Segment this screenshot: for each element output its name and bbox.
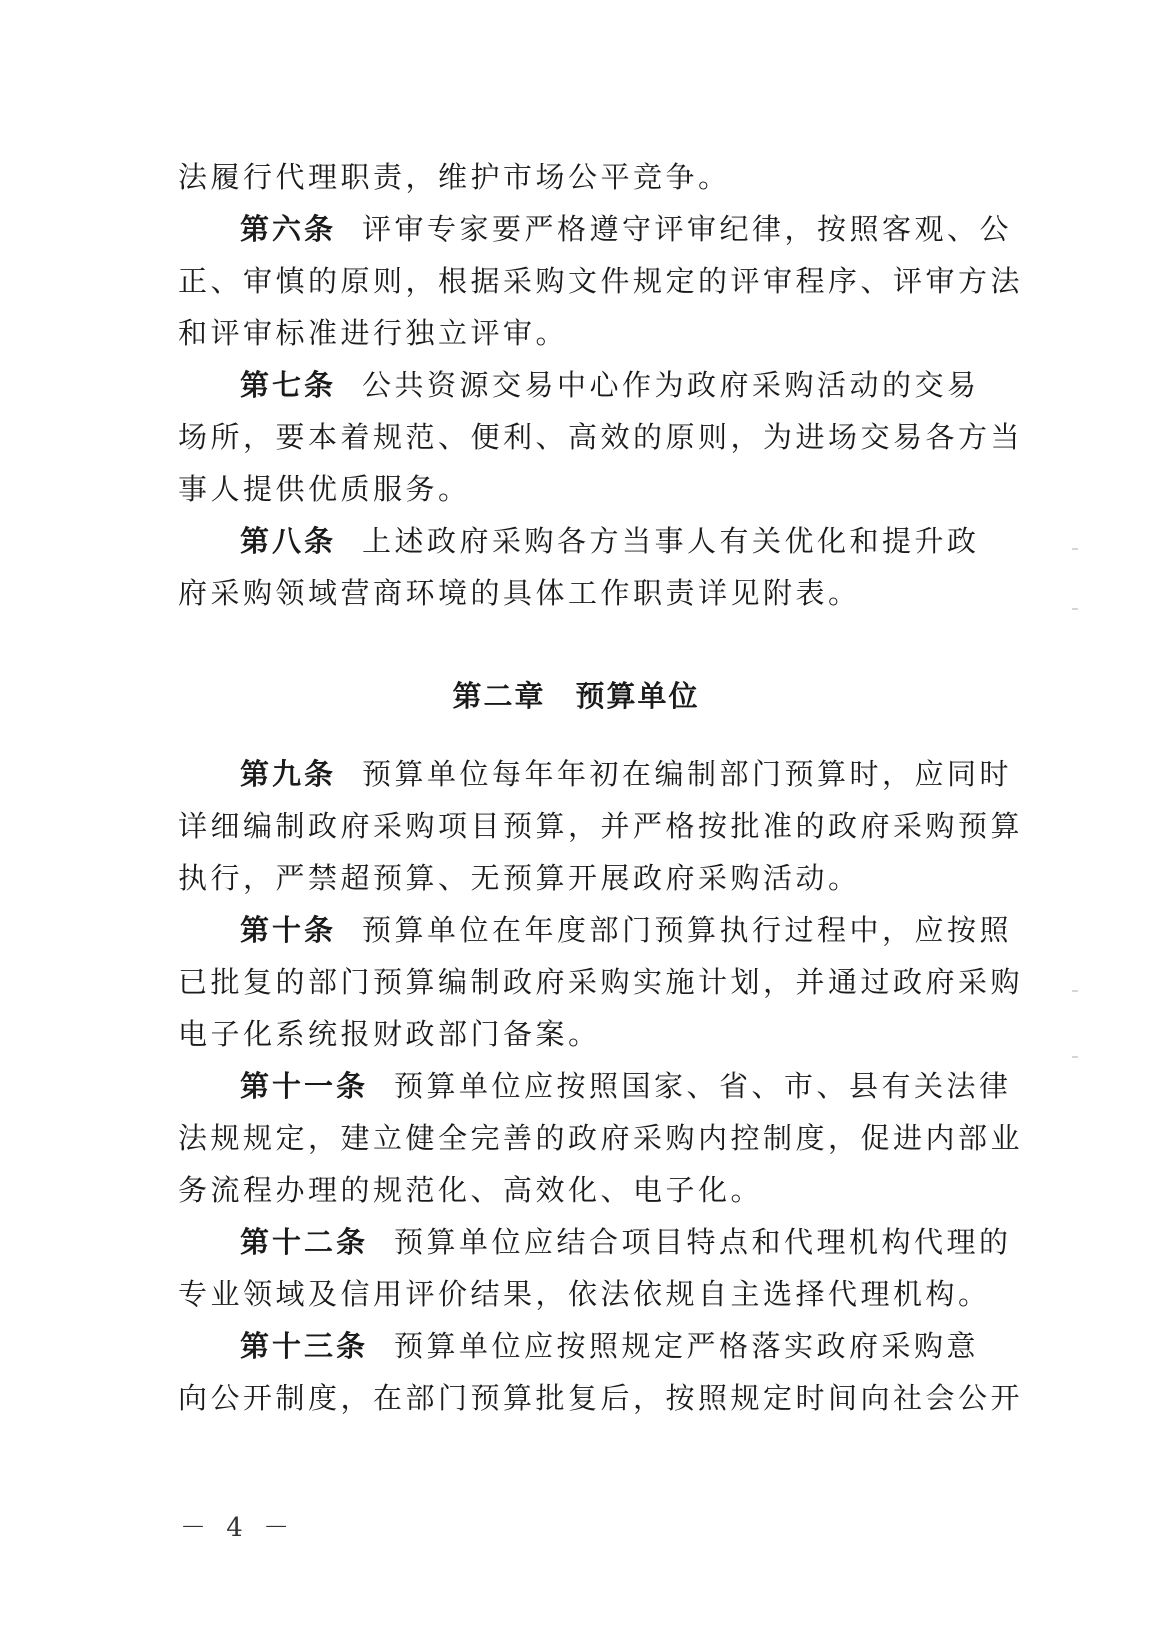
line-text: 评审专家要严格遵守评审纪律，按照客观、公 [362,212,1013,246]
line-text: 电子化系统报财政部门备案。 [178,1017,601,1051]
line-text: 法履行代理职责，维护市场公平竞争。 [178,160,731,194]
text-line [178,417,1024,457]
chapter-heading [0,676,1152,716]
line-text: 务流程办理的规范化、高效化、电子化。 [178,1173,764,1207]
text-line [178,858,978,898]
article-heading: 第十三条 [240,1329,369,1363]
scan-artifact [1072,1056,1078,1058]
line-text: 上述政府采购各方当事人有关优化和提升政 [362,524,980,558]
scan-artifact [1072,990,1078,992]
text-line [178,469,978,509]
article-8 [240,521,980,561]
chapter-number: 第二章 [452,679,546,713]
article-heading: 第十一条 [240,1069,369,1103]
line-text: 事人提供优质服务。 [178,472,471,506]
line-text: 预算单位应按照规定严格落实政府采购意 [394,1329,980,1363]
article-13 [240,1326,980,1366]
text-line [178,261,1024,301]
line-text: 场所，要本着规范、便利、高效的原则，为进场交易各方当 [178,420,1024,454]
line-text: 和评审标准进行独立评审。 [178,316,569,350]
line-text: 执行，严禁超预算、无预算开展政府采购活动。 [178,861,861,895]
text-line [178,806,1024,846]
text-line [178,313,978,353]
article-6 [240,209,1013,249]
article-10 [240,910,1013,950]
article-heading: 第十条 [240,913,337,947]
scan-artifact [1072,548,1078,550]
article-7 [240,365,980,405]
text-line [178,1274,991,1314]
line-text: 府采购领域营商环境的具体工作职责详见附表。 [178,576,861,610]
scan-artifact [1072,608,1078,610]
line-text: 法规规定，建立健全完善的政府采购内控制度，促进内部业 [178,1121,1024,1155]
text-line [178,1118,1024,1158]
text-line [178,962,1024,1002]
article-heading: 第七条 [240,368,337,402]
line-text: 正、审慎的原则，根据采购文件规定的评审程序、评审方法 [178,264,1024,298]
article-heading: 第六条 [240,212,337,246]
article-heading: 第十二条 [240,1225,369,1259]
article-11 [240,1066,1012,1106]
line-text: 公共资源交易中心作为政府采购活动的交易 [362,368,980,402]
line-text: 已批复的部门预算编制政府采购实施计划，并通过政府采购 [178,965,1024,999]
text-line [178,1170,978,1210]
line-text: 预算单位应结合项目特点和代理机构代理的 [394,1225,1012,1259]
line-text: 预算单位在年度部门预算执行过程中，应按照 [362,913,1013,947]
article-heading: 第九条 [240,757,337,791]
text-line [178,1378,1024,1418]
chapter-title: 预算单位 [575,679,700,713]
text-line [178,1014,978,1054]
text-line [178,573,978,613]
article-9 [240,754,1013,794]
line-text: 详细编制政府采购项目预算，并严格按批准的政府采购预算 [178,809,1024,843]
line-text: 预算单位每年年初在编制部门预算时，应同时 [362,757,1013,791]
text-line [178,157,978,197]
article-12 [240,1222,1012,1262]
line-text: 向公开制度，在部门预算批复后，按照规定时间向社会公开 [178,1381,1024,1415]
page-number: － 4 － [180,1513,296,1543]
line-text: 预算单位应按照国家、省、市、县有关法律 [394,1069,1012,1103]
line-text: 专业领域及信用评价结果，依法依规自主选择代理机构。 [178,1277,991,1311]
article-heading: 第八条 [240,524,337,558]
